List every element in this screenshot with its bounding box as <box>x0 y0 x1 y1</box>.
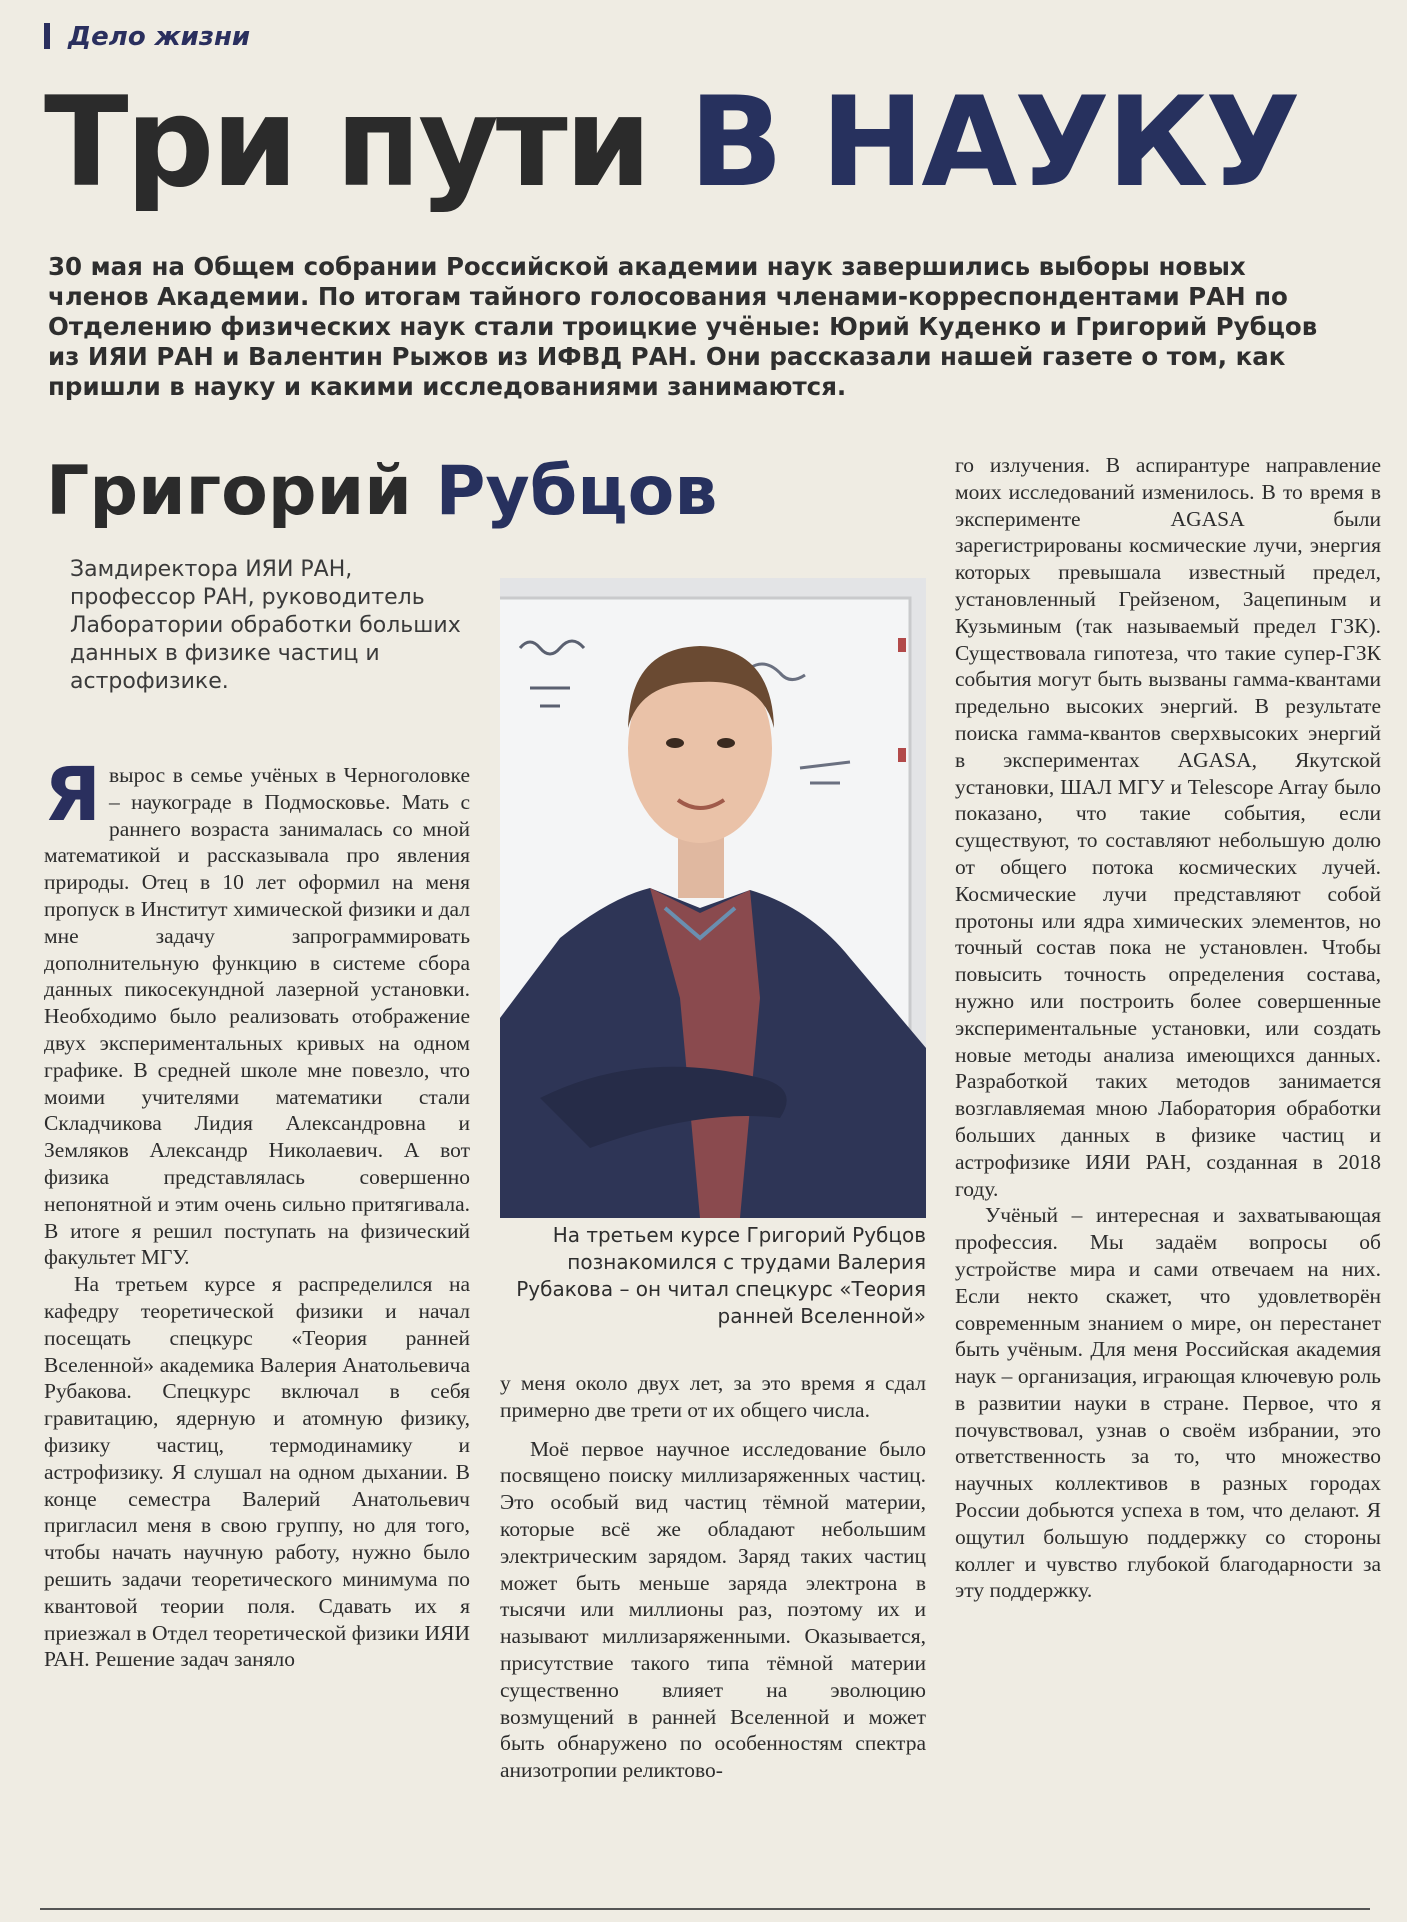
person-role: Замдиректора ИЯИ РАН, профессор РАН, руководитель Лаборатории обработки больших данных в физике частиц и астрофизике. <box>70 557 461 694</box>
col2-paragraph-2: Моё первое научное исследование было посвящено поиску миллизаряженных частиц. Это особый вид частиц тёмной материи, которые всё же обладают небольшим электрическим зарядом. Заряд таких частиц может быть меньше заряда электрона в тысячи или миллионы раз, поэтому их и называют миллизаряженными. Оказывается, присутствие такого типа тёмной материи существенно влияет на эволюцию возмущений в ранней Вселенной и может быть обнаружено по особенностям спектра анизотропии реликтово- <box>500 1436 926 1783</box>
lead-paragraph: 30 мая на Общем собрании Российской академии наук завершились выборы новых членов Академии. По итогам тайного голосования членами-корреспондентами РАН по Отделению физических наук стали троицкие учёные: Юрий Куденко и Григорий Рубцов из ИЯИ РАН и Валентин Рыжов из ИФВД РАН. Они рассказали нашей газете о том, как пришли в науку и какими исследованиями занимаются. <box>48 252 1318 401</box>
col3-paragraph-2: Учёный – интересная и захватывающая профессия. Мы задаём вопросы об устройстве мира и сами отвечаем на них. Если некто скажет, что удовлетворён современным знанием о мире, он перестанет быть учёным. Для меня Российская академия наук – организация, играющая ключевую роль в развитии науки в стране. Первое, что я почувствовал, узнав о своём избрании, это ответственность за то, что множество научных коллективов в разных городах России добьются успеха в том, что делают. Я ощутил большую поддержку со стороны коллег и чувство глубокой благодарности за эту поддержку. <box>955 1203 1381 1603</box>
person-last-name: Рубцов <box>435 452 718 531</box>
dropcap: Я <box>44 752 101 838</box>
headline-part1: Три пути <box>44 71 649 215</box>
col2-paragraph-1: у меня около двух лет, за это время я сдал примерно две трети от их общего числа. <box>500 1371 926 1422</box>
headline-part2: В НАУКУ <box>688 71 1298 215</box>
headline <box>44 71 1298 215</box>
col1-paragraph-2: На третьем курсе я распределился на кафедру теоретической физики и начал посещать спецкурс «Теория ранней Вселенной» академика Валерия Анатольевича Рубакова. Спецкурс включал в себя гравитацию, ядерную и атомную физику, физику частиц, термодинамику и астрофизику. Я слушал на одном дыхании. В конце семестра Валерий Анатольевич пригласил меня в свою группу, но для того, чтобы начать научную работу, нужно было решить задачи теоретического минимума по квантовой теории поля. Сдавать их я приезжал в Отдел теоретической физики ИЯИ РАН. Решение задач заняло <box>44 1272 470 1672</box>
person-first-name: Григорий <box>46 452 412 531</box>
article-column-3 <box>955 452 1381 1604</box>
article-column-2 <box>500 1370 926 1784</box>
photo-caption: На третьем курсе Григорий Рубцов познакомился с трудами Валерия Рубакова – он читал спецкурс «Теория ранней Вселенной» <box>516 1223 926 1328</box>
bottom-rule <box>40 1908 1370 1910</box>
person-name <box>46 452 718 531</box>
rubric <box>44 22 250 52</box>
col1-paragraph-1: вырос в семье учёных в Черноголовке – наукограде в Подмосковье. Мать с раннего возраста занималась со мной математикой и рассказывала про явления природы. Отец в 10 лет оформил на меня пропуск в Институт химической физики и дал мне задачу запрограммировать дополнительную функцию в системе сбора данных пикосекундной лазерной установки. Необходимо было реализовать отображение двух экспериментальных кривых на одном графике. В средней школе мне повезло, что моими учителями математики стали Складчикова Лидия Александровна и Земляков Александр Николаевич. А вот физика представлялась совершенно непонятной и этим очень сильно притягивала. В итоге я решил поступать на физический факультет МГУ. <box>44 763 470 1270</box>
col3-paragraph-1: го излучения. В аспирантуре направление моих исследований изменилось. В то время в эксперименте AGASA были зарегистрированы космические лучи, энергия которых превышала известный предел, установленный Грейзеном, Зацепиным и Кузьминым (так называемый предел ГЗК). Существовала гипотеза, что такие супер-ГЗК события могут быть вызваны гамма-квантами предельно высоких энергий. В результате поиска гамма-квантов сверхвысоких энергий в экспериментах AGASA, Якутской установки, ШАЛ МГУ и Telescope Array было показано, что такие события, если существуют, то составляют небольшую долю от общего потока космических лучей. Космические лучи представляют собой протоны или ядра химических элементов, но точный состав пока не установлен. Чтобы повысить точность определения состава, нужно или построить более совершенные экспериментальные установки, или создать новые методы анализа имеющихся данных. Разработкой таких методов занимается возглавляемая мною Лаборатория обработки больших данных в физике частиц и астрофизике ИЯИ РАН, созданная в 2018 году. <box>955 453 1381 1201</box>
rubric-label: Дело жизни <box>68 22 251 52</box>
portrait-photo <box>500 578 926 1218</box>
article-column-1 <box>44 752 470 1673</box>
